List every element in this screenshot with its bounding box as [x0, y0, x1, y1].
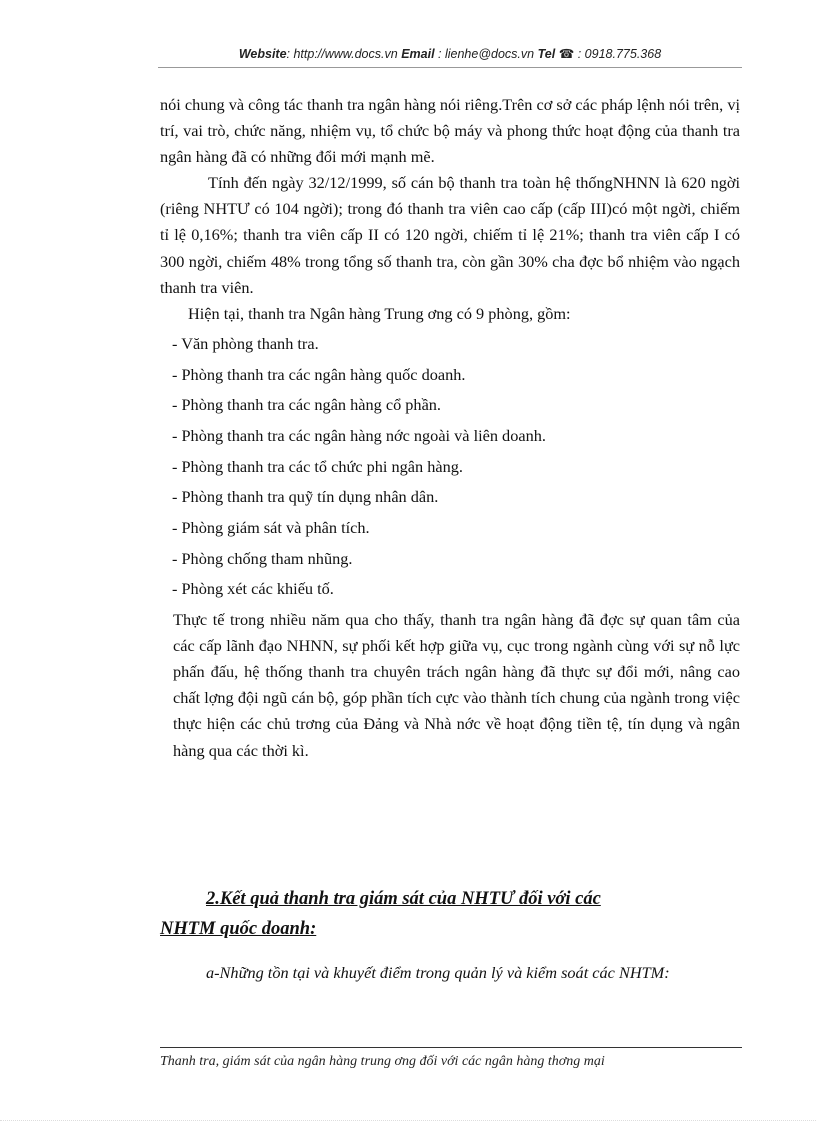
- list-item: - Phòng chống tham nhũng.: [172, 548, 353, 568]
- paragraph-1: nói chung và công tác thanh tra ngân hàng nói riêng.Trên cơ sở các pháp lệnh nói trên, vị trí, vai trò, chức năng, nhiệm vụ, tổ chức bộ máy và phong thức hoạt động của thanh tra ngân hàng đã có những đổi mới mạnh mẽ.: [160, 95, 740, 167]
- website-label: Website: [238, 47, 287, 61]
- tel-value: ☎ : 0918.775.368: [558, 47, 662, 61]
- paragraph-4: Thực tế trong nhiều năm qua cho thấy, thanh tra ngân hàng đã đợc sự quan tâm của các cấp lãnh đạo NHNN, sự phối kết hợp giữa vụ, cục trong ngành cùng với sự nỗ lực phấn đấu, hệ thống thanh tra chuyên trách ngân hàng đã thực sự đổi mới, nâng cao chất lợng đội ngũ cán bộ, góp phần tích cực vào thành tích chung của ngành trong việc thực hiện các chủ trơng của Đảng và Nhà nớc về hoạt động tiền tệ, tín dụng và ngân hàng qua các thời kì.: [173, 610, 740, 760]
- document-body: [160, 92, 740, 764]
- section-title: [160, 884, 744, 944]
- header-divider: [158, 67, 742, 68]
- list-item: - Phòng xét các khiếu tố.: [172, 579, 334, 599]
- paragraph-2: Tính đến ngày 32/12/1999, số cán bộ thanh tra toàn hệ thốngNHNN là 620 ngời (riêng NHTƯ có 104 ngời); trong đó thanh tra viên cao cấp (cấp III)có một ngời, chiếm tỉ lệ 0,16%; thanh tra viên cấp II có 120 ngời, chiếm tỉ lệ 21%; thanh tra viên cấp I có 300 ngời, chiếm 48% trong tổng số thanh tra, còn gần 30% cha đợc bổ nhiệm vào ngạch thanh tra viên.: [160, 173, 740, 297]
- tel-label: Tel: [537, 47, 556, 61]
- department-list: [160, 331, 740, 603]
- page-edge: [0, 1120, 816, 1121]
- list-item: - Văn phòng thanh tra.: [172, 333, 319, 353]
- list-item: - Phòng thanh tra các ngân hàng nớc ngoài và liên doanh.: [172, 425, 546, 445]
- website-value[interactable]: : http://www.docs.vn: [286, 47, 398, 61]
- page-footer: Thanh tra, giám sát của ngân hàng trung ơng đối với các ngân hàng thơng mại: [160, 1054, 605, 1069]
- email-label: Email: [401, 47, 435, 61]
- list-item: - Phòng thanh tra quỹ tín dụng nhân dân.: [172, 487, 439, 507]
- footer-divider: [160, 1047, 742, 1048]
- paragraph-3: Hiện tại, thanh tra Ngân hàng Trung ơng có 9 phòng, gồm:: [188, 303, 571, 323]
- list-item: - Phòng thanh tra các ngân hàng quốc doanh.: [172, 364, 466, 384]
- list-item: - Phòng giám sát và phân tích.: [172, 517, 370, 537]
- list-item: - Phòng thanh tra các tổ chức phi ngân hàng.: [172, 456, 463, 476]
- section-title-line-2: NHTM quốc doanh:: [160, 919, 317, 939]
- sub-title: a-Những tồn tại và khuyết điểm trong quản lý và kiểm soát các NHTM:: [206, 963, 670, 982]
- email-value[interactable]: : lienhe@docs.vn: [438, 47, 535, 61]
- page-header: [158, 46, 742, 61]
- section-title-line-1: 2.Kết quả thanh tra giám sát của NHTƯ đối với các: [206, 889, 601, 909]
- list-item: - Phòng thanh tra các ngân hàng cổ phần.: [172, 395, 442, 415]
